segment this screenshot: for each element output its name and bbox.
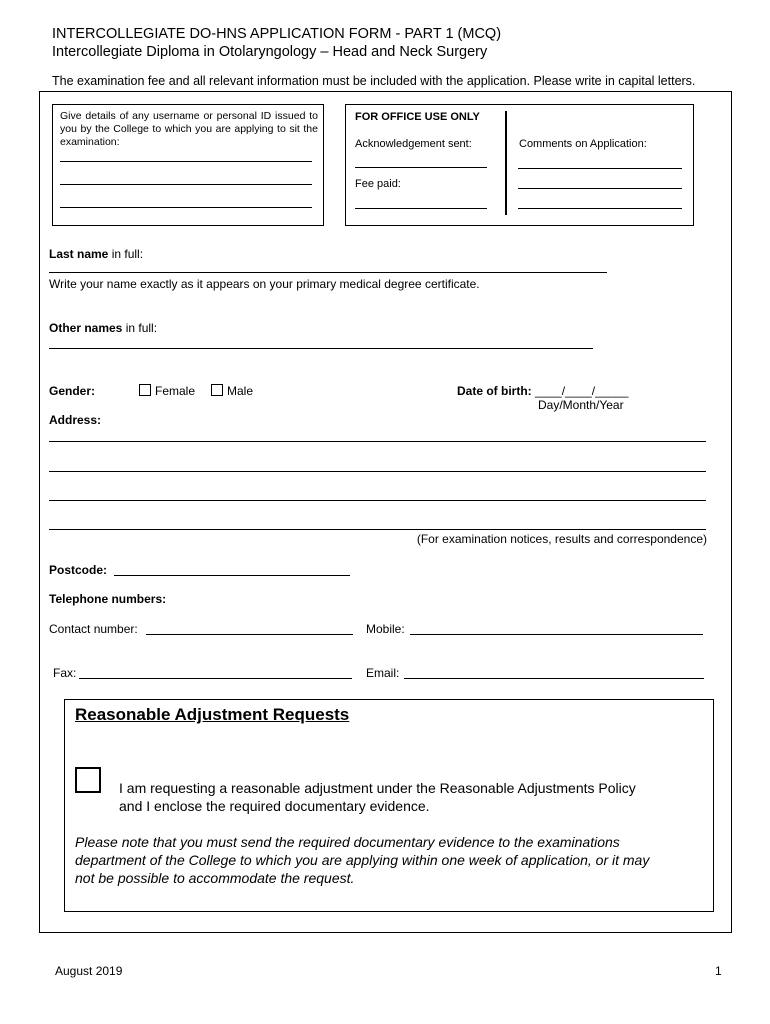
address-line-1[interactable] xyxy=(49,441,706,442)
postcode-line[interactable] xyxy=(114,575,350,576)
adjustment-note-line-2: department of the College to which you are applying within one week of application, or it may xyxy=(75,852,650,868)
footer-date: August 2019 xyxy=(55,964,123,978)
fee-line[interactable] xyxy=(355,208,487,209)
gender-label: Gender: xyxy=(49,384,96,398)
comments-line-1[interactable] xyxy=(518,168,682,169)
dob-label: Date of birth: xyxy=(457,384,532,398)
male-label: Male xyxy=(227,384,254,398)
contact-label: Contact number: xyxy=(49,622,138,636)
email-line[interactable] xyxy=(404,678,704,679)
last-name-note: Write your name exactly as it appears on your primary medical degree certificate. xyxy=(49,277,480,291)
address-line-2[interactable] xyxy=(49,471,706,472)
other-names-line[interactable] xyxy=(49,348,593,349)
telephone-label: Telephone numbers: xyxy=(49,592,167,606)
form-subtitle: Intercollegiate Diploma in Otolaryngology – Head and Neck Surgery xyxy=(52,44,488,60)
mobile-line[interactable] xyxy=(410,634,703,635)
id-line-3[interactable] xyxy=(60,207,312,208)
id-line-2[interactable] xyxy=(60,184,312,185)
form-title: INTERCOLLEGIATE DO-HNS APPLICATION FORM - PART 1 (MCQ) xyxy=(52,26,502,42)
dob-blank[interactable]: ____/____/_____ xyxy=(535,384,629,398)
last-name-label: Last name in full: xyxy=(49,247,144,261)
postcode-label: Postcode: xyxy=(49,563,108,577)
id-details-text: Give details of any username or personal ID issued to you by the College to which you are applying to sit the examination: xyxy=(60,110,318,148)
adjustment-note-line-3: not be possible to accommodate the request. xyxy=(75,870,355,886)
male-checkbox[interactable] xyxy=(211,384,223,396)
fax-line[interactable] xyxy=(79,678,352,679)
comments-label: Comments on Application: xyxy=(519,138,647,150)
other-names-label: Other names in full: xyxy=(49,321,158,335)
office-divider xyxy=(505,111,507,215)
address-note: (For examination notices, results and correspondence) xyxy=(416,532,707,546)
email-label: Email: xyxy=(366,666,400,680)
page-number: 1 xyxy=(715,964,722,978)
contact-line[interactable] xyxy=(146,634,353,635)
female-checkbox[interactable] xyxy=(139,384,151,396)
comments-line-3[interactable] xyxy=(518,208,682,209)
ack-label: Acknowledgement sent: xyxy=(355,138,472,150)
dob-field[interactable] xyxy=(457,384,628,398)
female-label: Female xyxy=(155,384,196,398)
adjustment-request-line-2: and I enclose the required documentary evidence. xyxy=(119,798,430,814)
fee-label: Fee paid: xyxy=(355,178,401,190)
id-line-1[interactable] xyxy=(60,161,312,162)
fax-label: Fax: xyxy=(53,666,77,680)
male-option[interactable] xyxy=(211,384,253,398)
address-line-4[interactable] xyxy=(49,529,706,530)
address-label: Address: xyxy=(49,413,102,427)
comments-line-2[interactable] xyxy=(518,188,682,189)
adjustment-checkbox[interactable] xyxy=(75,767,101,793)
last-name-line[interactable] xyxy=(49,272,607,273)
adjustment-title: Reasonable Adjustment Requests xyxy=(75,705,350,724)
address-line-3[interactable] xyxy=(49,500,706,501)
office-use-title: FOR OFFICE USE ONLY xyxy=(355,111,480,123)
female-option[interactable] xyxy=(139,384,195,398)
ack-line[interactable] xyxy=(355,167,487,168)
adjustment-request-line-1: I am requesting a reasonable adjustment under the Reasonable Adjustments Policy xyxy=(119,780,636,796)
mobile-label: Mobile: xyxy=(366,622,405,636)
dob-format: Day/Month/Year xyxy=(538,398,624,412)
form-instruction: The examination fee and all relevant information must be included with the application. Please write in capital letters. xyxy=(52,74,696,88)
adjustment-note-line-1: Please note that you must send the required documentary evidence to the examinations xyxy=(75,834,620,850)
